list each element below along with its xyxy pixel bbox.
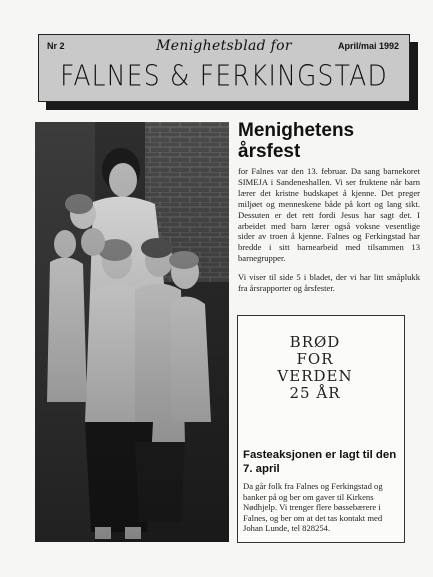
article-paragraph-2: Vi viser til side 5 i bladet, der vi har litt småplukk fra årsrapporter og årsfester.: [238, 272, 420, 294]
masthead-subtitle: Menighetsblad for: [156, 38, 292, 54]
logo-line-4: 25 ÅR: [289, 384, 341, 402]
masthead-title: FALNES & FERKINGSTAD: [60, 58, 388, 93]
article-paragraph-1: for Falnes var den 13. februar. Da sang barnekoret SIMEJA i Sandeneshallen. Vi ser fruktene når barn lærer det kristne budskapet å kjenne. Det preger miljøet og menneskene både på kort og lang sikt. Dessuten er det rett fordi Jesus har sagt det. I arbeidet med barn lærer også voksne vesentlige sider av troen å kjenne. Falnes og Ferkingstad har bredde i sitt barnearbeid med tilsammen 13 barnegrupper.: [238, 166, 420, 264]
box-headline: Fasteaksjonen er lagt til den 7. april: [243, 449, 397, 475]
brod-for-verden-logo: [260, 334, 370, 402]
box-body: Da går folk fra Falnes og Ferkingstad og banker på og ber om gaver til Kirkens Nødhjelp. Vi trenger flere bøssebærere i Falnes, og ber om at det tas kontakt med Johan Lunde, tel 828254.: [243, 481, 383, 534]
article-headline: Menighetens årsfest: [238, 120, 355, 162]
logo-line-2: FOR: [296, 350, 334, 368]
issue-number: Nr 2: [47, 41, 65, 51]
logo-line-1: BRØD: [289, 333, 341, 351]
logo-line-3: VERDEN: [277, 367, 353, 385]
fasteaksjon-box: [237, 315, 405, 543]
masthead: [38, 34, 410, 102]
article-body: [238, 166, 420, 302]
issue-date: April/mai 1992: [337, 41, 399, 51]
choir-photo: [35, 122, 229, 542]
